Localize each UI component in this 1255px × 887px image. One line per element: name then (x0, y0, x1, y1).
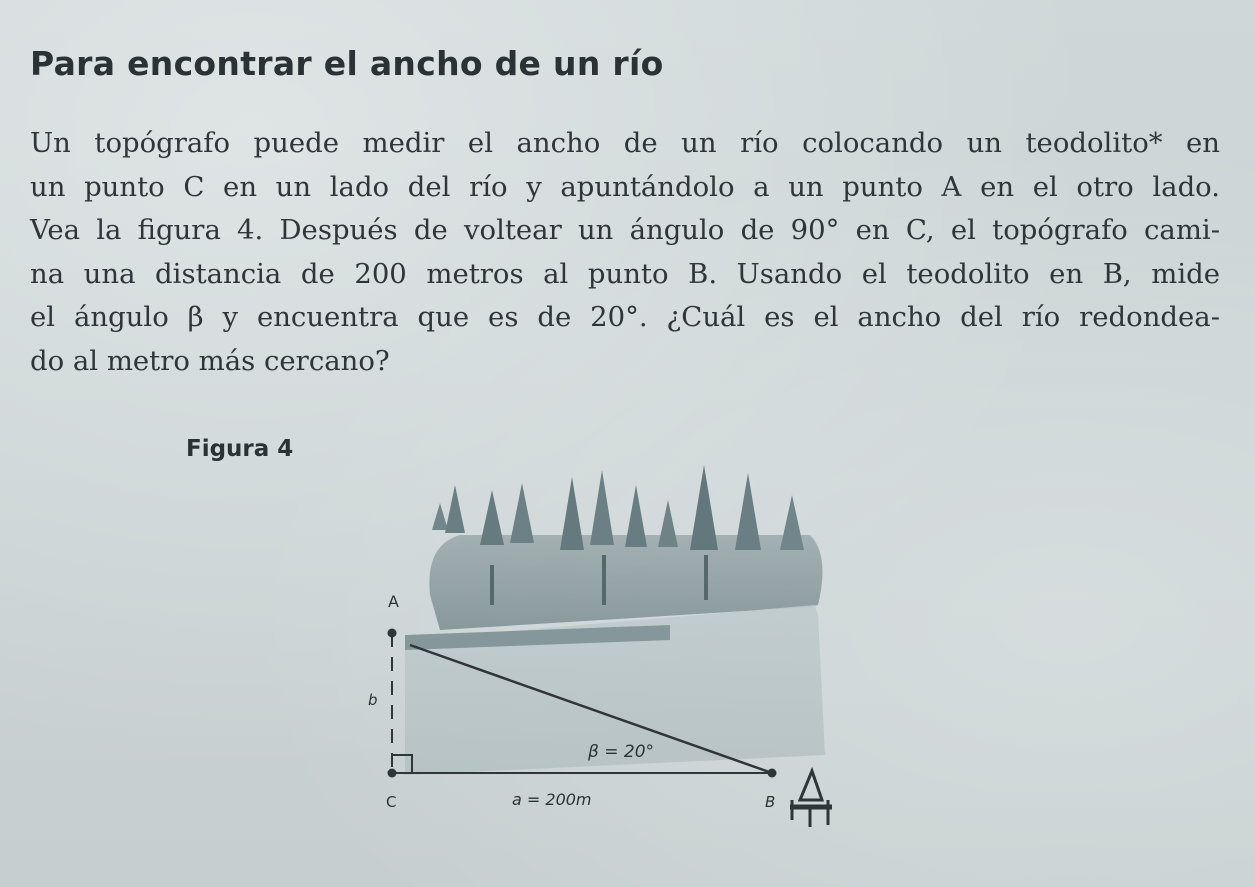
river-figure (340, 455, 860, 845)
paragraph-line: do al metro más cercano? (30, 344, 390, 377)
point-c-marker (388, 769, 397, 778)
theodolite-icon (790, 771, 832, 827)
label-point-c: C (386, 793, 397, 811)
label-point-b: B (765, 793, 776, 811)
forest-illustration (429, 465, 822, 630)
angle-beta-label: β = 20° (588, 742, 655, 762)
point-b-marker (768, 769, 777, 778)
page-title: Para encontrar el ancho de un río (30, 44, 664, 83)
label-side-b: b (368, 691, 378, 709)
figure-label: Figura 4 (186, 436, 294, 462)
paragraph-line: na una distancia de 200 metros al punto B. Usando el teodolito en B, mide (30, 257, 1220, 290)
label-point-a: A (388, 592, 399, 611)
point-a-marker (388, 629, 397, 638)
paragraph-line: el ángulo β y encuentra que es de 20°. ¿Cuál es el ancho del río redondea- (30, 301, 1220, 333)
paragraph-line: Vea la figura 4. Después de voltear un ángulo de 90° en C, el topógrafo cami- (30, 214, 1220, 246)
problem-paragraph (30, 122, 1220, 383)
distance-a-label: a = 200m (512, 790, 592, 809)
river-diagram (340, 455, 860, 845)
paragraph-line: un punto C en un lado del río y apuntándolo a un punto A en el otro lado. (30, 170, 1220, 203)
paragraph-line: Un topógrafo puede medir el ancho de un río colocando un teodolito* en (30, 127, 1220, 159)
